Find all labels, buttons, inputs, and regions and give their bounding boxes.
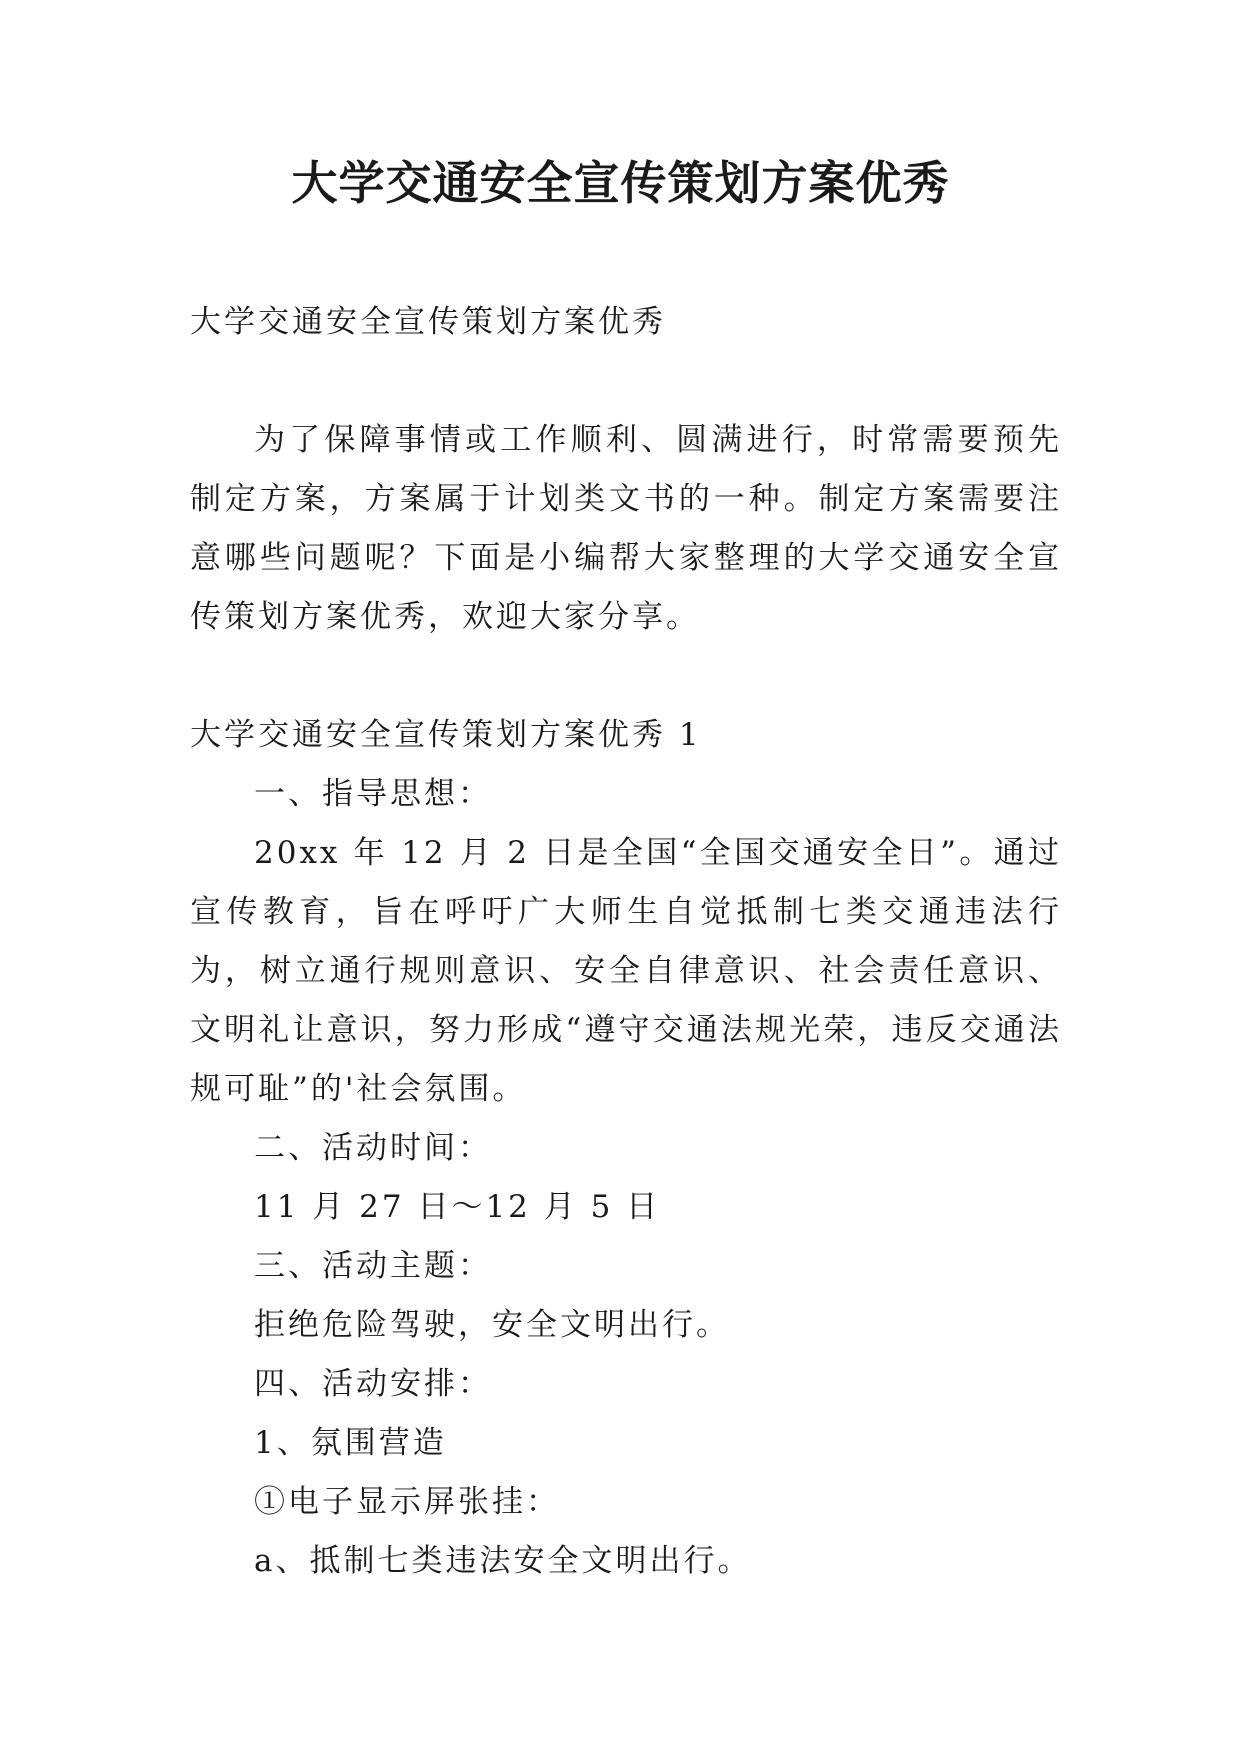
section-heading: 大学交通安全宣传策划方案优秀 1 xyxy=(190,717,702,753)
intro-paragraph: 为了保障事情或工作顺利、圆满进行，时常需要预先制定方案，方案属于计划类文书的一种。制定方案需要注意哪些问题呢？下面是小编帮大家整理的大学交通安全宣传策划方案优秀，欢迎大家分享。 xyxy=(190,422,1062,635)
paragraph-activity-theme: 拒绝危险驾驶，安全文明出行。 xyxy=(254,1307,730,1343)
paragraph-activity-time: 11 月 27 日～12 月 5 日 xyxy=(254,1189,661,1225)
heading-activity-arrangement: 四、活动安排： xyxy=(254,1366,492,1402)
list-item: a、抵制七类违法安全文明出行。 xyxy=(254,1543,752,1579)
heading-guiding-thought: 一、指导思想： xyxy=(254,776,492,812)
document-title: 大学交通安全宣传策划方案优秀 xyxy=(291,156,950,210)
paragraph-guiding-thought: 20xx 年 12 月 2 日是全国“全国交通安全日”。通过宣传教育，旨在呼吁广大师生自觉抵制七类交通违法行为，树立通行规则意识、安全自律意识、社会责任意识、文明礼让意识，努力形成“遵守交通法规光荣，违反交通法规可耻”的'社会氛围。 xyxy=(190,835,1062,1107)
heading-activity-time: 二、活动时间： xyxy=(254,1130,492,1166)
document-body xyxy=(190,293,1062,1591)
list-item: 1、氛围营造 xyxy=(254,1425,447,1461)
heading-activity-theme: 三、活动主题： xyxy=(254,1248,492,1284)
list-item: ①电子显示屏张挂： xyxy=(254,1484,560,1520)
document-subtitle: 大学交通安全宣传策划方案优秀 xyxy=(190,304,666,340)
